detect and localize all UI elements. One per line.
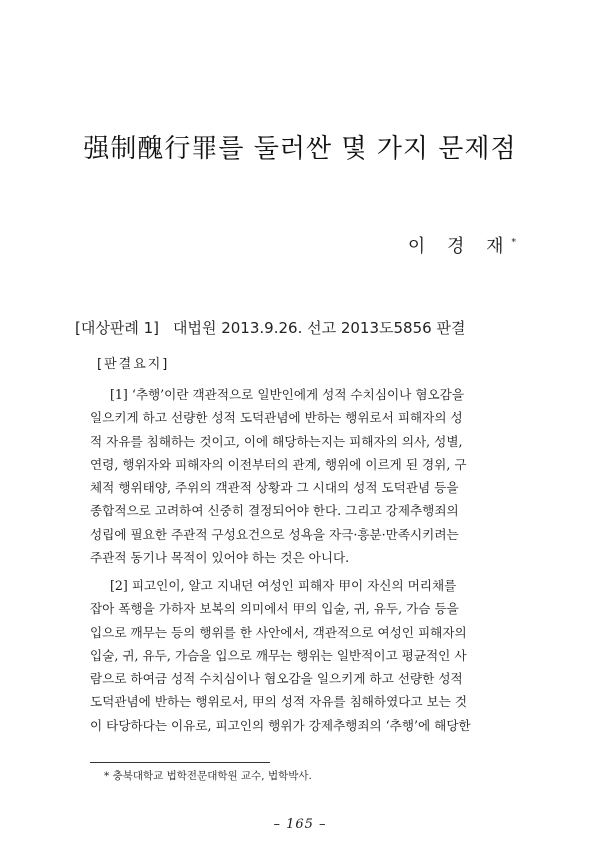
text-line: [1] ‘추행’이란 객관적으로 일반인에게 성적 수치심이나 혐오감을: [110, 387, 465, 402]
paragraph-2: [90, 574, 500, 737]
text-line: 체적 행위태양, 주위의 객관적 상황과 그 시대의 성적 도덕관념 등을: [90, 480, 459, 496]
text-line: [2] 피고인이, 알고 지내던 여성인 피해자 甲이 자신의 머리채를: [110, 578, 457, 593]
text-line: 도덕관념에 반하는 행위로서, 甲의 성적 자유를 침해하였다고 보는 것: [90, 694, 468, 710]
author-footnote-mark: *: [511, 238, 516, 248]
text-line: 종합적으로 고려하여 신중히 결정되어야 한다. 그리고 강제추행죄의: [90, 503, 459, 519]
judgment-gist-header: [판결요지]: [97, 357, 170, 372]
text-line: 람으로 하여금 성적 수치심이나 혐오감을 일으키게 하고 선량한 성적: [90, 671, 463, 687]
footnote: * 충북대학교 법학전문대학원 교수, 법학박사.: [104, 770, 312, 782]
text-line: 이 타당하다는 이유로, 피고인의 행위가 강제추행죄의 ‘추행’에 해당한: [90, 717, 471, 733]
text-line: 적 자유를 침해하는 것이고, 이에 해당하는지는 피해자의 의사, 성별,: [90, 433, 463, 449]
author-name-text: 이 경 재: [407, 236, 512, 257]
text-line: 입으로 깨무는 등의 행위를 한 사안에서, 객관적으로 여성인 피해자의: [90, 624, 467, 640]
text-line: 입술, 귀, 유두, 가슴을 입으로 깨무는 행위는 일반적이고 평균적인 사: [90, 647, 467, 663]
author-name: [408, 232, 516, 258]
text-line: 일으키게 하고 선량한 성적 도덕관념에 반하는 행위로서 피해자의 성: [90, 410, 463, 426]
text-line: 연령, 행위자와 피해자의 이전부터의 관계, 행위에 이르게 된 경위, 구: [90, 456, 467, 472]
paragraph-1: [90, 383, 500, 569]
text-line: 성립에 필요한 주관적 구성요건으로 성욕을 자극·흥분·만족시키려는: [90, 526, 459, 542]
case-reference: [75, 317, 465, 338]
article-title: 强制醜行罪를 둘러싼 몇 가지 문제점: [83, 134, 517, 164]
case-citation: 대법원 2013.9.26. 선고 2013도5856 판결: [172, 319, 466, 337]
case-label: [대상판례 1]: [75, 319, 159, 337]
text-line: 주관적 동기나 목적이 있어야 하는 것은 아니다.: [90, 550, 350, 566]
text-line: 잡아 폭행을 가하자 보복의 의미에서 甲의 입술, 귀, 유두, 가슴 등을: [90, 601, 459, 617]
page-number: – 165 –: [273, 817, 327, 832]
footnote-divider: [90, 762, 270, 763]
